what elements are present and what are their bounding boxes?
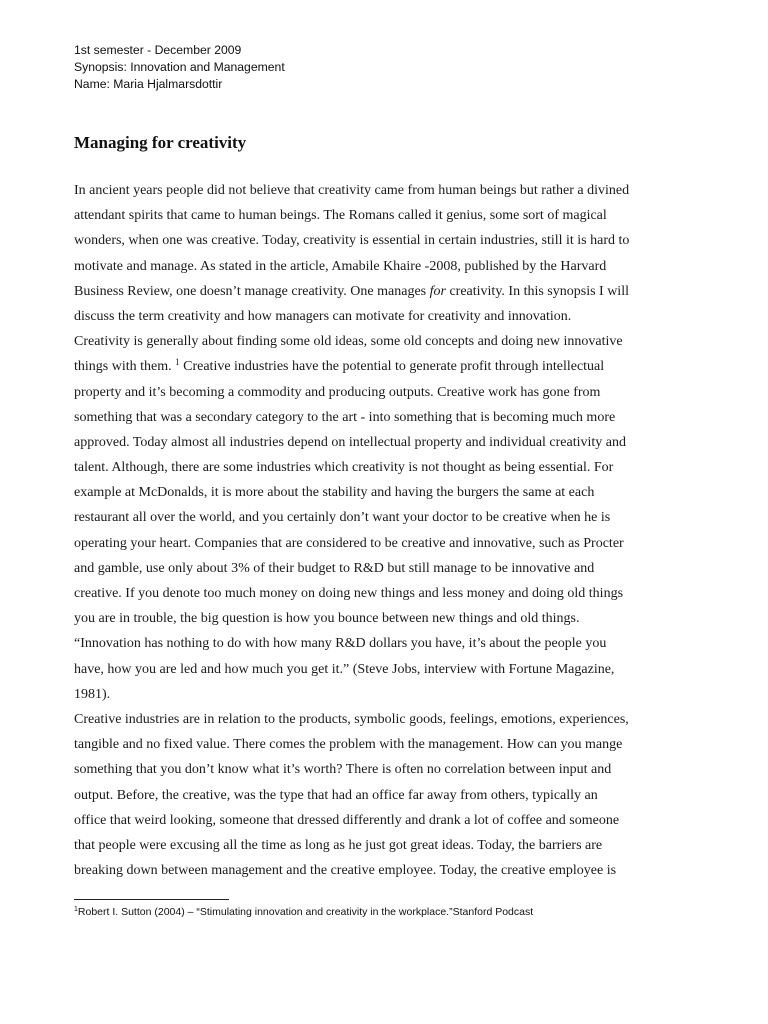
body-line [74,808,714,833]
body-line-text: approved. Today almost all industries depend on intellectual property and individual creativity and [74,434,627,450]
body-line-text: motivate and manage. As stated in the article, Amabile Khaire -2008, published by the Harvard [74,258,607,274]
body-line [74,254,714,279]
body-line [74,455,714,480]
body-line [74,178,714,203]
body-line [74,833,714,858]
body-line-text: In ancient years people did not believe that creativity came from human beings but rather a divined [74,183,630,198]
body-line-text: Creative industries have the potential to generate profit through intellectual [179,359,605,375]
body-line [74,757,714,782]
footnote-marker: 1 [74,906,78,913]
body-line-text: Business Review, one doesn’t manage creativity. One manages [74,283,430,299]
semester-line: 1st semester - December 2009 [74,43,242,57]
body-line [74,531,714,556]
body-line [74,354,714,379]
body-line-text: talent. Although, there are some industries which creativity is not thought as being essential. For [74,460,614,476]
body-line-text: output. Before, the creative, was the type that had an office far away from others, typically an [74,787,598,803]
body-line-text: Creative industries are in relation to the products, symbolic goods, feelings, emotions, experiences, [74,711,629,727]
body-line-text: Creativity is generally about finding some old ideas, some old concepts and doing new innovative [74,334,623,350]
body-line [74,631,714,656]
body-line [74,858,714,883]
body-line [74,405,714,430]
body-line-text: operating your heart. Companies that are considered to be creative and innovative, such as Procter [74,535,624,551]
body-line-text: breaking down between management and the creative employee. Today, the creative employee is [74,863,617,879]
emphasized-word: for [429,283,446,299]
body-line [74,732,714,757]
author-name-line: Name: Maria Hjalmarsdottir [74,77,223,91]
body-line-text: have, how you are led and how much you get it.” (Steve Jobs, interview with Fortune Magazine, [74,661,615,677]
body-line [74,556,714,581]
footnote [74,905,533,919]
body-line-text: “Innovation has nothing to do with how many R&D dollars you have, it’s about the people you [74,636,607,652]
body-line [74,480,714,505]
body-line-text: property and it’s becoming a commodity and producing outputs. Creative work has gone from [74,384,601,400]
body-line [74,707,714,732]
body-line [74,279,714,304]
body-line [74,682,714,707]
footnote-divider [74,899,229,900]
body-line-text: something that was a secondary category to the art - into something that is becoming much more [74,409,616,425]
footnote-text: Robert I. Sutton (2004) – “Stimulating innovation and creativity in the workplace.”Stanford Podcast [77,906,534,918]
body-line [74,380,714,405]
body-line-text: example at McDonalds, it is more about the stability and having the burgers the same at each [74,485,595,501]
body-line-text: attendant spirits that came to human beings. The Romans called it genius, some sort of magical [74,208,607,224]
body-line-text: 1981). [74,686,111,702]
footnote-reference: 1 [175,357,180,368]
body-line-text: creativity. In this synopsis I will [445,283,629,299]
body-line [74,606,714,631]
body-line [74,203,714,228]
document-header [74,42,285,93]
body-line [74,783,714,808]
body-line [74,430,714,455]
body-line-text: office that weird looking, someone that dressed differently and drank a lot of coffee and someone [74,812,620,828]
body-line [74,228,714,253]
body-line [74,581,714,606]
body-line-text: that people were excusing all the time as long as he just got great ideas. Today, the barriers are [74,837,603,853]
document-title: Managing for creativity [74,133,247,152]
body-line-text: things with them. [74,359,176,375]
synopsis-line: Synopsis: Innovation and Management [74,60,285,74]
body-line-text: and gamble, use only about 3% of their budget to R&D but still manage to be innovative and [74,560,595,576]
body-line [74,304,714,329]
body-line [74,505,714,530]
body-line-text: discuss the term creativity and how managers can motivate for creativity and innovation. [74,308,572,324]
body-line-text: you are in trouble, the big question is how you bounce between new things and old things. [74,611,580,627]
body-line-text: creative. If you denote too much money on doing new things and less money and doing old things [74,586,624,601]
body-line [74,657,714,682]
body-line-text: something that you don’t know what it’s worth? There is often no correlation between input and [74,762,612,778]
body-line-text: tangible and no fixed value. There comes the problem with the management. How can you mange [74,737,623,753]
body-text [74,178,714,883]
body-line-text: restaurant all over the world, and you certainly don’t want your doctor to be creative when he is [74,510,611,526]
body-line-text: wonders, when one was creative. Today, creativity is essential in certain industries, still it is hard to [74,233,630,249]
body-line [74,329,714,354]
